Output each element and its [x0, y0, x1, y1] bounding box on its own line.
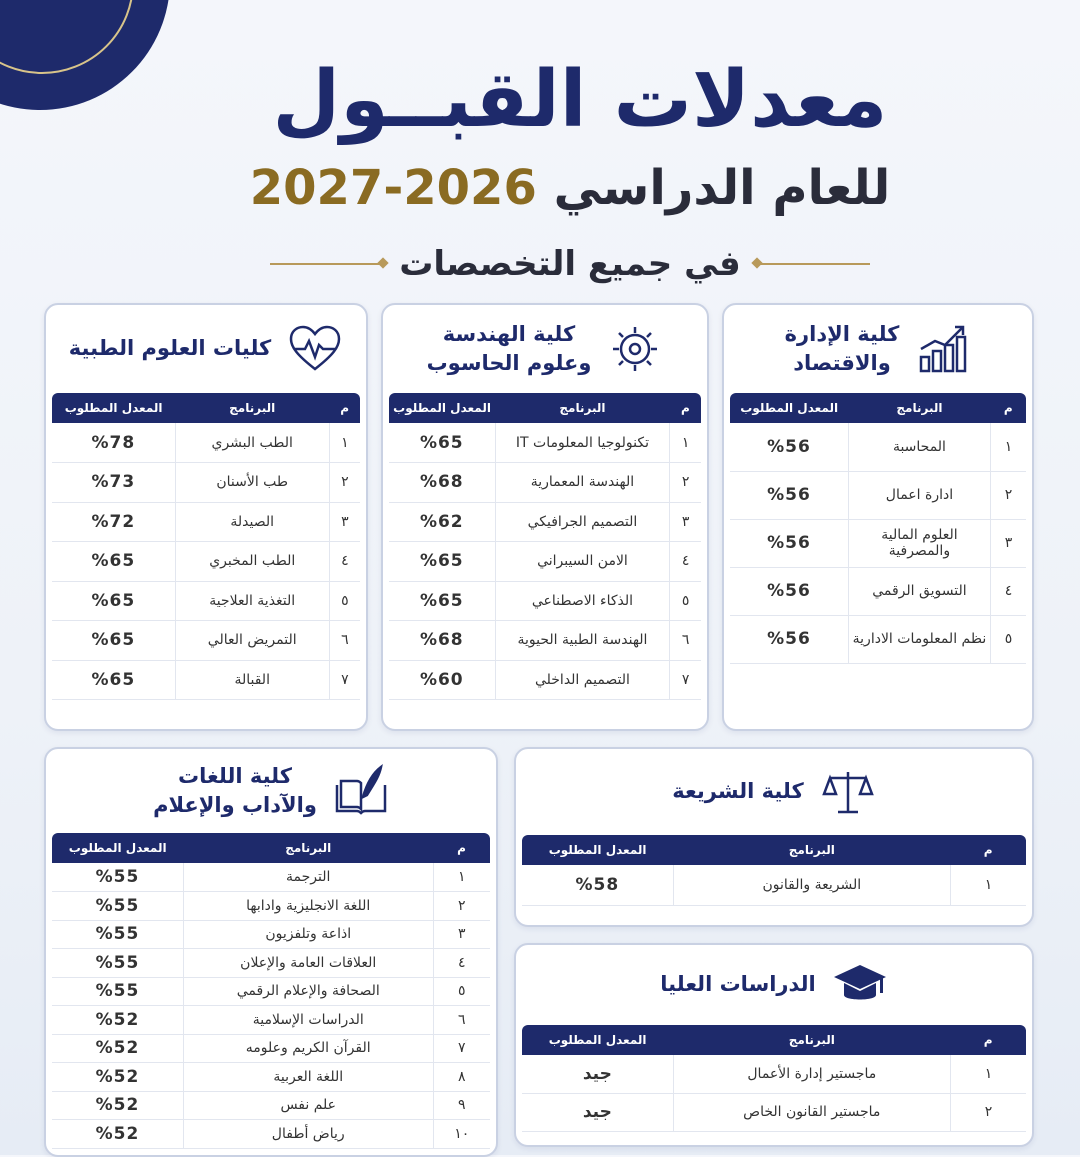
cell-num: ١ [329, 423, 360, 463]
card-title [427, 320, 592, 379]
table-row [52, 977, 490, 1006]
table-row [389, 542, 701, 582]
cell-rate: %58 [522, 865, 673, 905]
cell-num: ٨ [433, 1063, 490, 1092]
cell-program: ماجستير القانون الخاص [673, 1093, 950, 1131]
cell-program: ماجستير إدارة الأعمال [673, 1055, 950, 1093]
cell-program: الطب البشري [175, 423, 329, 463]
table-row [730, 519, 1026, 567]
table-row [52, 949, 490, 978]
cell-num: ٦ [329, 621, 360, 661]
cell-program: الامن السيبراني [495, 542, 670, 582]
cell-num: ٦ [433, 1006, 490, 1035]
cell-program: تكنولوجيا المعلومات IT [495, 423, 670, 463]
card-title [153, 762, 317, 821]
cell-rate: %72 [52, 502, 175, 542]
card-header [383, 305, 707, 393]
cell-program: المحاسبة [848, 423, 990, 471]
cell-rate: %52 [52, 1034, 183, 1063]
cell-rate: %65 [389, 423, 495, 463]
cell-rate: %56 [730, 471, 848, 519]
cell-num: ٣ [433, 920, 490, 949]
cell-num: ١ [670, 423, 701, 463]
cell-rate: جيد [522, 1055, 673, 1093]
cell-program: اللغة العربية [183, 1063, 433, 1092]
cell-num: ١ [950, 865, 1026, 905]
table-row [389, 660, 701, 700]
card-title-line1: كلية الإدارة [784, 321, 900, 346]
cell-program: التمريض العالي [175, 621, 329, 661]
cell-rate: %56 [730, 615, 848, 663]
cell-program: الترجمة [183, 863, 433, 892]
card-header [516, 749, 1032, 835]
col-program: البرنامج [673, 1025, 950, 1055]
cell-program: العلاقات العامة والإعلان [183, 949, 433, 978]
cell-program: الصيدلة [175, 502, 329, 542]
col-num: م [990, 393, 1026, 423]
cell-rate: %65 [52, 581, 175, 621]
programs-table [389, 393, 701, 700]
table-row [389, 502, 701, 542]
programs-table [52, 833, 490, 1149]
card-medical [44, 303, 368, 731]
cell-rate: %56 [730, 519, 848, 567]
tagline-row [270, 240, 870, 288]
cell-num: ٢ [433, 892, 490, 921]
cell-num: ٣ [670, 502, 701, 542]
book-quill-icon [333, 763, 389, 819]
cell-rate: %73 [52, 463, 175, 503]
col-rate: المعدل المطلوب [730, 393, 848, 423]
cell-program: الشريعة والقانون [673, 865, 950, 905]
cell-num: ١ [433, 863, 490, 892]
table-row [52, 581, 360, 621]
cell-program: التصميم الجرافيكي [495, 502, 670, 542]
table-row [522, 1093, 1026, 1131]
cell-program: العلوم المالية والمصرفية [848, 519, 990, 567]
cell-rate: %52 [52, 1120, 183, 1149]
cell-num: ٥ [433, 977, 490, 1006]
table-row [52, 621, 360, 661]
cell-num: ٤ [990, 567, 1026, 615]
cell-rate: %55 [52, 920, 183, 949]
table-row [52, 542, 360, 582]
cell-program: رياض أطفال [183, 1120, 433, 1149]
cell-rate: %65 [52, 542, 175, 582]
divider-left [270, 263, 385, 265]
cell-rate: %65 [389, 581, 495, 621]
cell-num: ٤ [670, 542, 701, 582]
cell-num: ١ [950, 1055, 1026, 1093]
heart-pulse-icon [287, 321, 343, 377]
cell-program: التغذية العلاجية [175, 581, 329, 621]
cell-rate: %68 [389, 463, 495, 503]
card-header [46, 749, 496, 833]
table-row [522, 865, 1026, 905]
col-rate: المعدل المطلوب [522, 1025, 673, 1055]
card-graduate [514, 943, 1034, 1147]
cell-program: اذاعة وتلفزيون [183, 920, 433, 949]
table-row [389, 463, 701, 503]
cell-num: ٢ [990, 471, 1026, 519]
card-title-line2: والآداب والإعلام [153, 793, 317, 817]
cell-program: الذكاء الاصطناعي [495, 581, 670, 621]
table-row [52, 423, 360, 463]
cell-num: ٤ [433, 949, 490, 978]
table-row [52, 502, 360, 542]
table-row [522, 1055, 1026, 1093]
page-title: معدلات القبــول [272, 55, 888, 145]
tagline: في جميع التخصصات [399, 244, 741, 284]
cell-num: ٧ [670, 660, 701, 700]
cell-rate: %55 [52, 892, 183, 921]
graduation-cap-icon [832, 957, 888, 1013]
table-row [389, 581, 701, 621]
col-num: م [950, 835, 1026, 865]
cell-program: الدراسات الإسلامية [183, 1006, 433, 1035]
table-row [52, 1063, 490, 1092]
cell-rate: %60 [389, 660, 495, 700]
table-row [730, 567, 1026, 615]
cell-rate: %55 [52, 949, 183, 978]
cell-program: الهندسة المعمارية [495, 463, 670, 503]
col-program: البرنامج [673, 835, 950, 865]
cell-num: ٧ [329, 660, 360, 700]
table-row [52, 1091, 490, 1120]
cell-program: القرآن الكريم وعلومه [183, 1034, 433, 1063]
card-title-line2: والاقتصاد [793, 351, 891, 375]
table-row [52, 1006, 490, 1035]
growth-chart-icon [915, 321, 971, 377]
cell-num: ١٠ [433, 1120, 490, 1149]
card-languages [44, 747, 498, 1157]
cell-rate: %55 [52, 863, 183, 892]
table-row [730, 471, 1026, 519]
divider-right [755, 263, 870, 265]
table-row [52, 1120, 490, 1149]
subtitle-text: للعام الدراسي [553, 160, 891, 216]
table-row [389, 423, 701, 463]
table-row [730, 423, 1026, 471]
cell-program: القبالة [175, 660, 329, 700]
col-num: م [329, 393, 360, 423]
card-title-line1: كلية اللغات [178, 763, 292, 788]
cell-rate: %78 [52, 423, 175, 463]
cell-num: ٥ [329, 581, 360, 621]
cell-num: ٦ [670, 621, 701, 661]
table-row [52, 463, 360, 503]
col-num: م [433, 833, 490, 863]
card-sharia [514, 747, 1034, 927]
scales-icon [820, 764, 876, 820]
card-header [46, 305, 366, 393]
cell-program: طب الأسنان [175, 463, 329, 503]
cell-rate: %52 [52, 1091, 183, 1120]
table-row [52, 863, 490, 892]
cell-rate: %68 [389, 621, 495, 661]
programs-table [730, 393, 1026, 664]
col-num: م [670, 393, 701, 423]
gear-circuit-icon [607, 321, 663, 377]
card-title-line1: كلية الهندسة [442, 321, 576, 346]
col-num: م [950, 1025, 1026, 1055]
table-row [52, 1034, 490, 1063]
card-title: كليات العلوم الطبية [68, 336, 272, 361]
card-title: كلية الشريعة [672, 779, 804, 804]
card-title: الدراسات العليا [660, 972, 816, 997]
cell-rate: %62 [389, 502, 495, 542]
cell-num: ٢ [329, 463, 360, 503]
programs-table [522, 835, 1026, 906]
cell-num: ٤ [329, 542, 360, 582]
cell-num: ٩ [433, 1091, 490, 1120]
cell-rate: %65 [389, 542, 495, 582]
cell-program: اللغة الانجليزية وادابها [183, 892, 433, 921]
card-header [724, 305, 1032, 393]
card-business [722, 303, 1034, 731]
subtitle-year: 2026-2027 [249, 160, 537, 216]
cell-num: ٣ [329, 502, 360, 542]
card-header [516, 945, 1032, 1025]
card-title-line2: وعلوم الحاسوب [426, 351, 592, 375]
cell-num: ٢ [670, 463, 701, 503]
cell-num: ٢ [950, 1093, 1026, 1131]
table-row [389, 621, 701, 661]
cell-rate: %56 [730, 567, 848, 615]
card-title [785, 320, 900, 379]
programs-table [522, 1025, 1026, 1132]
cell-program: الصحافة والإعلام الرقمي [183, 977, 433, 1006]
cell-rate: %56 [730, 423, 848, 471]
col-rate: المعدل المطلوب [52, 833, 183, 863]
table-row [52, 660, 360, 700]
cell-program: ادارة اعمال [848, 471, 990, 519]
cell-program: علم نفس [183, 1091, 433, 1120]
cell-rate: جيد [522, 1093, 673, 1131]
cell-rate: %52 [52, 1006, 183, 1035]
table-row [52, 920, 490, 949]
cell-num: ٧ [433, 1034, 490, 1063]
cell-rate: %65 [52, 621, 175, 661]
cell-program: التصميم الداخلي [495, 660, 670, 700]
cell-rate: %65 [52, 660, 175, 700]
cell-num: ٥ [990, 615, 1026, 663]
cell-program: الطب المخبري [175, 542, 329, 582]
cell-num: ٣ [990, 519, 1026, 567]
cell-rate: %52 [52, 1063, 183, 1092]
col-program: البرنامج [495, 393, 670, 423]
col-program: البرنامج [183, 833, 433, 863]
table-row [52, 892, 490, 921]
programs-table [52, 393, 360, 700]
cell-num: ١ [990, 423, 1026, 471]
cell-rate: %55 [52, 977, 183, 1006]
col-rate: المعدل المطلوب [389, 393, 495, 423]
cell-num: ٥ [670, 581, 701, 621]
col-rate: المعدل المطلوب [522, 835, 673, 865]
cell-program: التسويق الرقمي [848, 567, 990, 615]
col-program: البرنامج [175, 393, 329, 423]
table-row [730, 615, 1026, 663]
cell-program: نظم المعلومات الادارية [848, 615, 990, 663]
col-program: البرنامج [848, 393, 990, 423]
col-rate: المعدل المطلوب [52, 393, 175, 423]
cell-program: الهندسة الطبية الحيوية [495, 621, 670, 661]
card-engineering [381, 303, 709, 731]
page-subtitle [0, 160, 1080, 216]
